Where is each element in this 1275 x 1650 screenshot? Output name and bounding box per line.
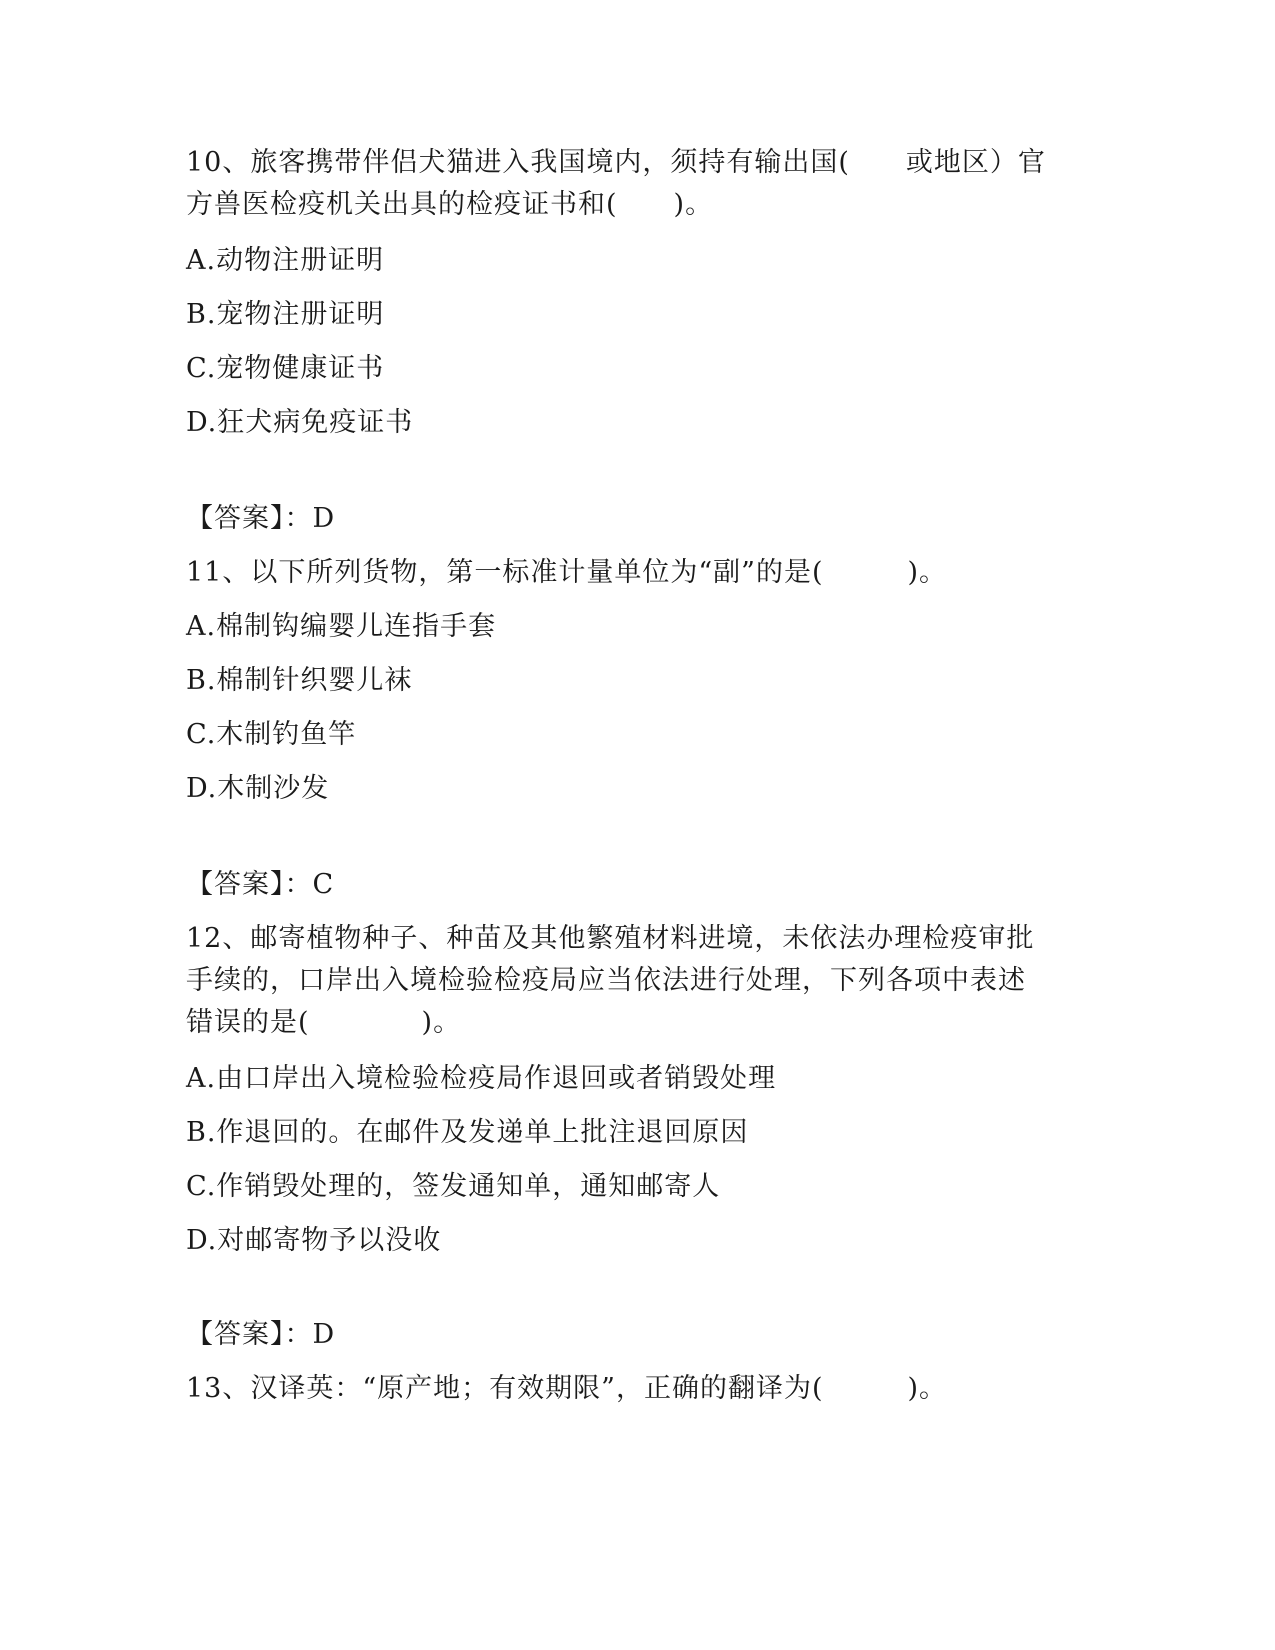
question-12-option-b: B.作退回的。在邮件及发递单上批注退回原因 <box>186 1117 749 1148</box>
question-10-option-d: D.狂犬病免疫证书 <box>186 407 414 438</box>
question-10-answer: 【答案】：D <box>186 503 336 534</box>
question-12-stem-line-2: 手续的，口岸出入境检验检疫局应当依法进行处理，下列各项中表述 <box>186 965 1026 996</box>
question-10-option-a: A.动物注册证明 <box>186 245 385 276</box>
question-10-stem-line-2: 方兽医检疫机关出具的检疫证书和( )。 <box>186 189 714 220</box>
question-11-option-c: C.木制钓鱼竿 <box>186 719 357 750</box>
question-11-stem-line-1: 11、以下所列货物，第一标准计量单位为“副”的是( )。 <box>186 557 948 588</box>
question-12-stem-line-1: 12、邮寄植物种子、种苗及其他繁殖材料进境，未依法办理检疫审批 <box>186 923 1035 954</box>
question-10-option-c: C.宠物健康证书 <box>186 353 385 384</box>
question-10-stem-line-1: 10、旅客携带伴侣犬猫进入我国境内，须持有输出国( 或地区）官 <box>186 147 1046 178</box>
question-11-option-d: D.木制沙发 <box>186 773 330 804</box>
question-11-option-a: A.棉制钩编婴儿连指手套 <box>186 611 497 642</box>
question-12-stem-line-3: 错误的是( )。 <box>186 1007 462 1038</box>
question-13-stem-line-1: 13、汉译英：“原产地；有效期限”，正确的翻译为( )。 <box>186 1373 948 1404</box>
question-12-option-d: D.对邮寄物予以没收 <box>186 1225 442 1256</box>
question-11-answer: 【答案】：C <box>186 869 335 900</box>
question-12-option-c: C.作销毁处理的，签发通知单，通知邮寄人 <box>186 1171 721 1202</box>
question-10-option-b: B.宠物注册证明 <box>186 299 385 330</box>
question-11-option-b: B.棉制针织婴儿袜 <box>186 665 413 696</box>
question-12-option-a: A.由口岸出入境检验检疫局作退回或者销毁处理 <box>186 1063 777 1094</box>
question-12-answer: 【答案】：D <box>186 1319 336 1350</box>
